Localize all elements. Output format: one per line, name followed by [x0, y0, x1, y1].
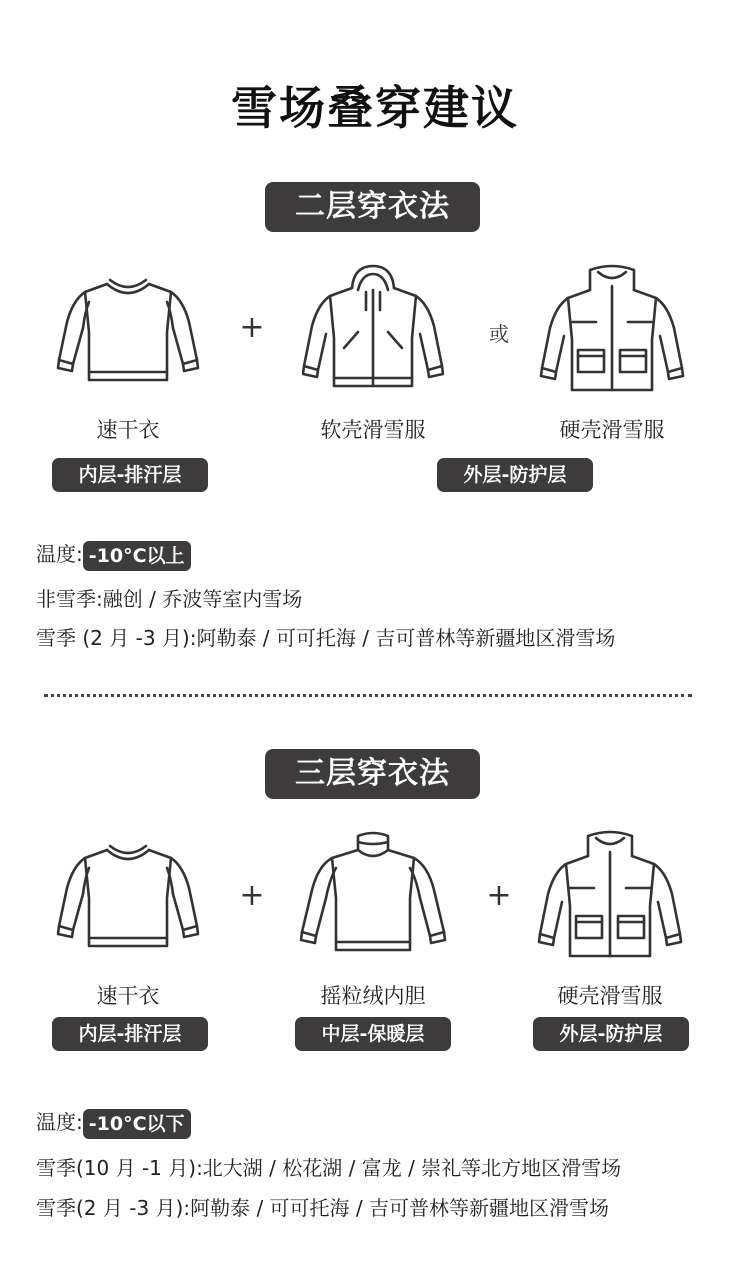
dotted-divider: [44, 694, 692, 697]
hardshell-jacket-icon: [538, 262, 686, 394]
item-label-quick-dry: 速干衣: [96, 984, 160, 1008]
plus-sign: +: [239, 878, 265, 913]
fleece-sweater-icon: [296, 828, 450, 958]
hardshell-jacket-icon: [536, 828, 684, 960]
temperature-badge: -10°C以下: [83, 1109, 191, 1139]
tag-outer-layer: 外层-防护层: [437, 458, 593, 492]
temperature-label: 温度:: [36, 1110, 83, 1134]
page-title: 雪场叠穿建议: [231, 81, 519, 135]
two-layer-section-title: 二层穿衣法: [265, 182, 480, 232]
item-label-fleece: 摇粒绒内胆: [320, 984, 426, 1008]
tag-middle-layer: 中层-保暖层: [295, 1017, 451, 1051]
temperature-label: 温度:: [36, 542, 83, 566]
plus-sign: +: [239, 310, 265, 345]
temperature-row: [36, 538, 191, 571]
info-line-north: 雪季(10 月 -1 月):北大湖 / 松花湖 / 富龙 / 崇礼等北方地区滑雪场: [36, 1156, 622, 1180]
three-layer-section-title: 三层穿衣法: [265, 749, 480, 799]
or-sign: 或: [489, 322, 509, 346]
plus-sign: +: [486, 878, 512, 913]
tag-outer-layer: 外层-防护层: [533, 1017, 689, 1051]
item-label-quick-dry: 速干衣: [96, 418, 160, 442]
tag-inner-layer: 内层-排汗层: [52, 1017, 208, 1051]
sweater-icon: [55, 838, 201, 952]
sweater-icon: [55, 272, 201, 386]
temperature-row: [36, 1106, 191, 1139]
temperature-badge: -10°C以上: [83, 541, 191, 571]
info-line-off-season: 非雪季:融创 / 乔波等室内雪场: [36, 587, 303, 611]
item-label-softshell: 软壳滑雪服: [320, 418, 426, 442]
hoodie-jacket-icon: [302, 262, 444, 392]
info-line-xinjiang: 雪季 (2 月 -3 月):阿勒泰 / 可可托海 / 吉可普林等新疆地区滑雪场: [36, 626, 616, 650]
tag-inner-layer: 内层-排汗层: [52, 458, 208, 492]
item-label-hardshell: 硬壳滑雪服: [557, 984, 663, 1008]
item-label-hardshell: 硬壳滑雪服: [559, 418, 665, 442]
info-line-xinjiang: 雪季(2 月 -3 月):阿勒泰 / 可可托海 / 吉可普林等新疆地区滑雪场: [36, 1196, 609, 1220]
